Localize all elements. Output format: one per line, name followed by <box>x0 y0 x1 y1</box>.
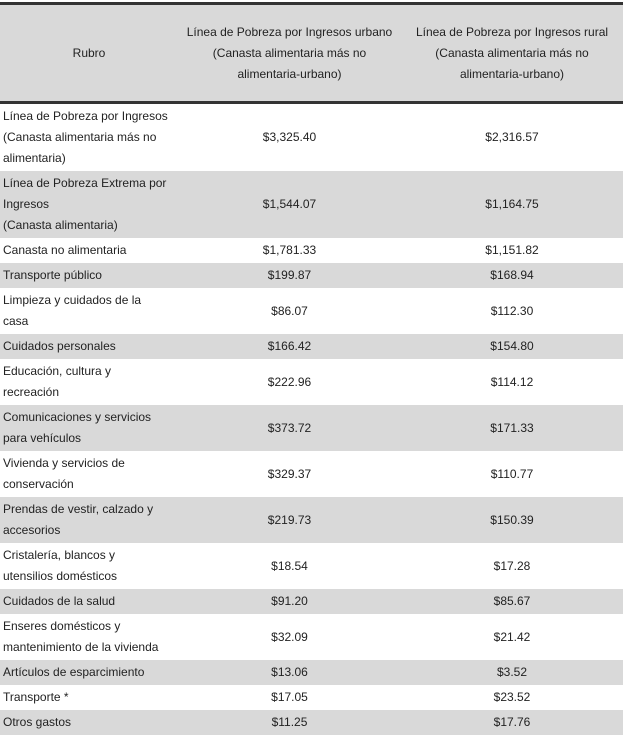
urban-value: $32.09 <box>178 614 401 660</box>
rural-value: $2,316.57 <box>401 103 623 172</box>
table-body <box>0 103 623 735</box>
table-row <box>0 334 623 359</box>
urban-value: $11.25 <box>178 710 401 735</box>
row-label: Transporte * <box>3 690 69 704</box>
urban-value: $86.07 <box>178 288 401 334</box>
rural-value: $171.33 <box>401 405 623 451</box>
urban-value: $1,781.33 <box>178 238 401 263</box>
row-label: Cristalería, blancos y utensilios domésticos <box>3 548 117 583</box>
table-row <box>0 405 623 451</box>
poverty-line-table <box>0 5 623 735</box>
table-row <box>0 685 623 710</box>
row-label: Limpieza y cuidados de la casa <box>3 293 141 328</box>
urban-value: $13.06 <box>178 660 401 685</box>
rural-value: $112.30 <box>401 288 623 334</box>
rural-value: $21.42 <box>401 614 623 660</box>
rural-value: $85.67 <box>401 589 623 614</box>
rural-value: $23.52 <box>401 685 623 710</box>
urban-value: $18.54 <box>178 543 401 589</box>
table-row <box>0 171 623 238</box>
row-label: Cuidados de la salud <box>3 594 115 608</box>
rural-value: $17.28 <box>401 543 623 589</box>
urban-value: $91.20 <box>178 589 401 614</box>
urban-value: $1,544.07 <box>178 171 401 238</box>
table-row <box>0 710 623 735</box>
rural-value: $114.12 <box>401 359 623 405</box>
row-label: Vivienda y servicios de conservación <box>3 456 125 491</box>
row-label: Transporte público <box>3 268 102 282</box>
rural-value: $168.94 <box>401 263 623 288</box>
rural-value: $17.76 <box>401 710 623 735</box>
urban-value: $329.37 <box>178 451 401 497</box>
row-label: Otros gastos <box>3 715 71 729</box>
row-label: Artículos de esparcimiento <box>3 665 144 679</box>
table-row <box>0 497 623 543</box>
row-label: Cuidados personales <box>3 339 116 353</box>
row-label: Educación, cultura y recreación <box>3 364 111 399</box>
urban-value: $166.42 <box>178 334 401 359</box>
header-rubro: Rubro <box>0 5 178 103</box>
urban-value: $3,325.40 <box>178 103 401 172</box>
row-label: Prendas de vestir, calzado y accesorios <box>3 502 153 537</box>
table-row <box>0 660 623 685</box>
row-label: Línea de Pobreza por Ingresos (Canasta alimentaria más no alimentaria) <box>3 109 168 165</box>
rural-value: $3.52 <box>401 660 623 685</box>
urban-value: $373.72 <box>178 405 401 451</box>
header-rural: Línea de Pobreza por Ingresos rural (Canasta alimentaria más no alimentaria-urbano) <box>401 5 623 103</box>
table-row <box>0 451 623 497</box>
table-header <box>0 5 623 103</box>
rural-value: $150.39 <box>401 497 623 543</box>
urban-value: $219.73 <box>178 497 401 543</box>
table-row <box>0 543 623 589</box>
rural-value: $110.77 <box>401 451 623 497</box>
table-row <box>0 288 623 334</box>
urban-value: $222.96 <box>178 359 401 405</box>
header-row <box>0 5 623 103</box>
row-label: Enseres domésticos y mantenimiento de la vivienda <box>3 619 158 654</box>
table-row <box>0 103 623 172</box>
table-row <box>0 359 623 405</box>
header-urban: Línea de Pobreza por Ingresos urbano (Canasta alimentaria más no alimentaria-urbano) <box>178 5 401 103</box>
table-row <box>0 238 623 263</box>
urban-value: $199.87 <box>178 263 401 288</box>
urban-value: $17.05 <box>178 685 401 710</box>
table-row <box>0 614 623 660</box>
rural-value: $1,164.75 <box>401 171 623 238</box>
table-row <box>0 263 623 288</box>
row-label: Comunicaciones y servicios para vehículos <box>3 410 151 445</box>
rural-value: $154.80 <box>401 334 623 359</box>
row-label: Canasta no alimentaria <box>3 243 126 257</box>
table-row <box>0 589 623 614</box>
rural-value: $1,151.82 <box>401 238 623 263</box>
row-label: Línea de Pobreza Extrema por Ingresos (Canasta alimentaria) <box>3 176 166 232</box>
